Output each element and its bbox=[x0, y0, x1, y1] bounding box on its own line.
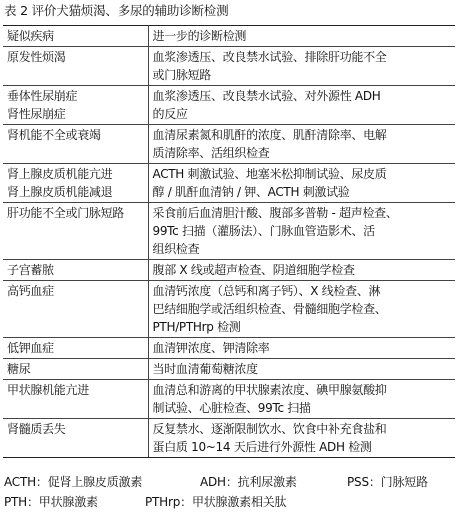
disease-cell bbox=[3, 164, 148, 203]
table-row bbox=[3, 281, 455, 338]
disease-cell bbox=[3, 338, 148, 359]
tests-line: 组织检查 bbox=[152, 242, 200, 256]
table-row bbox=[3, 164, 455, 203]
disease-cell bbox=[3, 203, 148, 260]
tests-line: 当时血清葡萄糖浓度 bbox=[152, 362, 258, 376]
footnote-pthrp: PTHrp：甲状腺激素相关肽 bbox=[145, 495, 287, 509]
disease-name: 高钙血症 bbox=[7, 284, 54, 298]
footnote-row bbox=[4, 472, 460, 492]
tests-cell bbox=[148, 47, 455, 86]
tests-line: ACTH 刺激试验、地塞米松抑制试验、尿皮质 bbox=[152, 167, 387, 181]
tests-line: 腹部 X 线或超声检查、阴道细胞学检查 bbox=[152, 263, 355, 277]
tests-line: 血清尿素氮和肌酐的浓度、肌酐清除率、电解 bbox=[152, 128, 387, 142]
tests-line: 或门脉短路 bbox=[152, 68, 212, 82]
tests-cell bbox=[148, 419, 455, 458]
disease-cell bbox=[3, 380, 148, 419]
footnote-pth: PTH：甲状腺激素 bbox=[4, 495, 98, 509]
tests-line: 制试验、心脏检查、99Tc 扫描 bbox=[152, 401, 311, 415]
disease-name: 子宫蓄脓 bbox=[7, 263, 54, 277]
tests-line: 血浆渗透压、改良禁水试验、排除肝功能不全 bbox=[152, 50, 387, 64]
disease-name: 肾性尿崩症 bbox=[7, 107, 66, 121]
table-row bbox=[3, 419, 455, 458]
tests-cell bbox=[148, 164, 455, 203]
tests-line: PTH/PTHrp 检测 bbox=[152, 320, 241, 334]
tests-line: 质清除率、活组织检查 bbox=[152, 146, 270, 160]
tests-cell bbox=[148, 380, 455, 419]
tests-cell bbox=[148, 203, 455, 260]
tests-cell bbox=[148, 125, 455, 164]
disease-cell bbox=[3, 86, 148, 125]
table-row bbox=[3, 86, 455, 125]
disease-name: 甲状腺机能亢进 bbox=[7, 383, 89, 397]
disease-name: 肾上腺皮质机能减退 bbox=[7, 185, 113, 199]
disease-cell bbox=[3, 419, 148, 458]
disease-name: 糖尿 bbox=[7, 362, 31, 376]
tests-line: 反复禁水、逐渐限制饮水、饮食中补充食盐和 bbox=[152, 422, 387, 436]
disease-cell bbox=[3, 359, 148, 380]
disease-name: 肾髓质丢失 bbox=[7, 422, 66, 436]
tests-line: 巴结细胞学或活组织检查、骨髓细胞学检查、 bbox=[152, 302, 387, 316]
tests-line: 血清总和游离的甲状腺素浓度、碘甲腺氨酸抑 bbox=[152, 383, 387, 397]
disease-name: 垂体性尿崩症 bbox=[7, 89, 78, 103]
header-tests: 进一步的诊断检测 bbox=[148, 26, 455, 47]
tests-cell bbox=[148, 338, 455, 359]
tests-line: 血浆渗透压、改良禁水试验、对外源性 ADH bbox=[152, 89, 381, 103]
table-caption: 表 2 评价犬猫烦渴、多尿的辅助诊断检测 bbox=[4, 3, 229, 18]
tests-line: 醇 / 肌酐血清钠 / 钾、ACTH 刺激试验 bbox=[152, 185, 350, 199]
disease-cell bbox=[3, 281, 148, 338]
footnote-pss: PSS：门脉短路 bbox=[347, 475, 428, 489]
disease-cell bbox=[3, 125, 148, 164]
footnote-acth: ACTH：促肾上腺皮质激素 bbox=[4, 475, 143, 489]
table-row bbox=[3, 47, 455, 86]
disease-name: 肝功能不全或门脉短路 bbox=[7, 206, 125, 220]
table-row bbox=[3, 359, 455, 380]
disease-name: 低钾血症 bbox=[7, 341, 54, 355]
disease-cell bbox=[3, 47, 148, 86]
footnote-row bbox=[4, 492, 460, 512]
footnotes bbox=[4, 472, 460, 512]
table-row bbox=[3, 380, 455, 419]
disease-name: 肾上腺皮质机能亢进 bbox=[7, 167, 113, 181]
footnote-adh: ADH：抗利尿激素 bbox=[200, 475, 297, 489]
table-row bbox=[3, 203, 455, 260]
table-row bbox=[3, 125, 455, 164]
tests-line: 采食前后血清胆汁酸、腹部多普勒 - 超声检查、 bbox=[152, 206, 398, 220]
tests-line: 血清钾浓度、钾清除率 bbox=[152, 341, 270, 355]
table-header-row bbox=[3, 26, 455, 47]
tests-cell bbox=[148, 281, 455, 338]
tests-cell bbox=[148, 260, 455, 281]
disease-cell bbox=[3, 260, 148, 281]
tests-line: 99Tc 扫描（灌肠法）、门脉血管造影术、活 bbox=[152, 224, 375, 238]
tests-line: 蛋白质 10~14 天后进行外源性 ADH 检测 bbox=[152, 440, 372, 454]
tests-line: 血清钙浓度（总钙和离子钙）、X 线检查、淋 bbox=[152, 284, 381, 298]
tests-cell bbox=[148, 86, 455, 125]
disease-name: 原发性烦渴 bbox=[7, 50, 66, 64]
table-row bbox=[3, 338, 455, 359]
tests-line: 的反应 bbox=[152, 107, 188, 121]
diagnostic-table bbox=[3, 25, 455, 458]
table-row bbox=[3, 260, 455, 281]
tests-cell bbox=[148, 359, 455, 380]
header-disease: 疑似疾病 bbox=[3, 26, 148, 47]
disease-name: 肾机能不全或衰竭 bbox=[7, 128, 101, 142]
